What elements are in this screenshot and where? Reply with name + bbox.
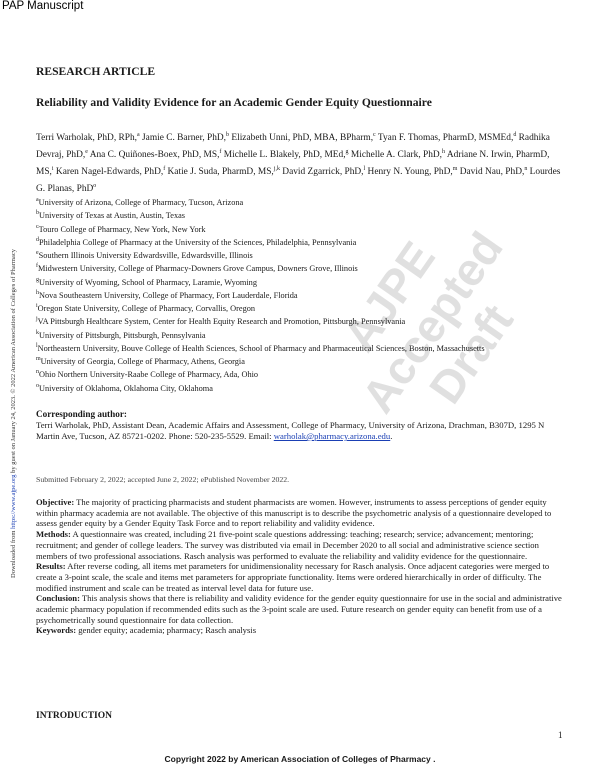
affiliation-mark: o — [36, 382, 39, 389]
author-name: Katie J. Suda, PharmD, MS, — [167, 167, 274, 178]
page-number: 1 — [558, 730, 563, 740]
corresponding-author-text: Terri Warholak, PhD, Assistant Dean, Academic Affairs and Assessment, College of Pharmacy, University of Arizona, Drachman, B307D, 1295 N Martin Ave, Tucson, AZ 85721-0202. Phone: 520-235-5529. Email: — [36, 420, 545, 441]
affiliation-text: University of Georgia, College of Pharmacy, Athens, Georgia — [40, 356, 245, 366]
affiliation-text: Southern Illinois University Edwardsville, Edwardsville, Illinois — [38, 250, 253, 260]
abstract-section-text: A questionnaire was created, including 21 five-point scale questions addressing: teaching; research; service; advancement; mentoring; recruitment; and gender of college leaders. The survey was distributed via email in December 2020 to all social and administrative science section members of two professional associations. Rasch analysis was performed to evaluate the reliability and validity evidence for the questionnaire. — [36, 529, 539, 561]
affiliation-mark: d — [36, 236, 39, 243]
accepted-draft-watermark: AJPE Accepted Draft — [333, 222, 524, 422]
submission-dates: Submitted February 2, 2022; accepted June 2, 2022; ePublished November 2022. — [36, 475, 290, 484]
abstract-section-label: Keywords: — [36, 625, 77, 636]
affiliation-item — [36, 222, 566, 235]
affiliation-mark: i — [36, 303, 38, 310]
author-name: Radhika Devraj, PhD, — [36, 133, 550, 161]
affiliation-item — [36, 275, 566, 288]
author-affiliation-mark: g — [345, 149, 349, 156]
abstract-section-label: Conclusion: — [36, 593, 80, 604]
author-name: Tyan F. Thomas, PharmD, MSMEd, — [377, 133, 514, 144]
author-list — [36, 128, 564, 197]
abstract-section — [36, 497, 566, 529]
affiliation-item — [36, 288, 566, 301]
affiliation-text: University of Oklahoma, Oklahoma City, Oklahoma — [39, 383, 213, 393]
abstract — [36, 497, 566, 636]
affiliation-item — [36, 301, 566, 314]
affiliation-item — [36, 314, 566, 327]
affiliation-mark: k — [36, 329, 39, 336]
affiliation-item — [36, 235, 566, 248]
author-affiliation-mark: a — [137, 132, 140, 138]
affiliation-item — [36, 261, 566, 274]
abstract-section-text: gender equity; academia; pharmacy; Rasch analysis — [76, 625, 257, 636]
author-name: Jamie C. Barner, PhD, — [142, 133, 227, 144]
affiliation-mark: j — [36, 316, 38, 323]
affiliation-text: University of Arizona, College of Pharmacy, Tucson, Arizona — [38, 197, 244, 207]
author-affiliation-mark: h — [442, 149, 446, 156]
manuscript-header-label: PAP Manuscript — [2, 0, 84, 12]
affiliation-text: University of Wyoming, School of Pharmacy, Laramie, Wyoming — [39, 277, 257, 287]
author-name: Karen Nagel-Edwards, PhD, — [55, 167, 164, 178]
author-name: Michelle A. Clark, PhD, — [350, 150, 443, 161]
affiliation-text: University of Pittsburgh, Pittsburgh, Pennsylvania — [39, 330, 206, 340]
affiliation-item — [36, 248, 566, 261]
side-note-suffix: by guest on January 24, 2023. © 2022 American Association of Colleges of Pharmacy — [10, 249, 17, 475]
author-affiliation-mark: l — [363, 166, 366, 173]
corresponding-author-details — [36, 420, 566, 442]
affiliation-item — [36, 341, 566, 354]
affiliation-text: VA Pittsburgh Healthcare System, Center for Health Equity Research and Promotion, Pittsburgh, Pennsylvania — [37, 317, 406, 327]
affiliation-item — [36, 195, 566, 208]
affiliation-item — [36, 328, 566, 341]
affiliation-mark: h — [36, 289, 39, 296]
author-name: David Zgarrick, PhD, — [282, 167, 364, 178]
affiliation-mark: f — [36, 263, 38, 270]
affiliation-item — [36, 367, 566, 380]
abstract-section — [36, 593, 566, 625]
author-name: Terri Warholak, PhD, RPh, — [36, 133, 138, 144]
affiliation-mark: a — [36, 197, 39, 203]
author-affiliation-mark: c — [373, 132, 376, 138]
author-name: David Nau, PhD, — [459, 167, 525, 178]
affiliation-mark: n — [36, 369, 39, 376]
author-affiliation-mark: i — [51, 166, 54, 173]
author-name: Lourdes G. Planas, PhD — [36, 167, 561, 195]
author-affiliation-mark: m — [452, 166, 458, 173]
affiliation-mark: g — [36, 276, 39, 283]
affiliation-mark: b — [36, 210, 39, 217]
author-name: Elizabeth Unni, PhD, MBA, BPharm, — [231, 133, 374, 144]
affiliation-text: Philadelphia College of Pharmacy at the University of the Sciences, Philadelphia, Pennsylvania — [39, 237, 357, 247]
affiliation-text: Northeastern University, Bouve College of Health Sciences, School of Pharmacy and Pharmaceutical Sciences, Boston, Massachusetts — [37, 343, 485, 353]
author-affiliation-mark: o — [93, 183, 97, 190]
abstract-section-label: Results: — [36, 561, 66, 572]
affiliation-text: Oregon State University, College of Pharmacy, Corvallis, Oregon — [37, 303, 256, 313]
article-type: RESEARCH ARTICLE — [36, 65, 156, 78]
article-title: Reliability and Validity Evidence for an Academic Gender Equity Questionnaire — [36, 96, 432, 109]
author-affiliation-mark: f — [163, 166, 166, 173]
affiliation-text: Nova Southeastern University, College of Pharmacy, Fort Lauderdale, Florida — [39, 290, 298, 300]
affiliation-text: Midwestern University, College of Pharmacy-Downers Grove Campus, Downers Grove, Illinois — [38, 264, 358, 274]
author-affiliation-mark: d — [513, 132, 517, 138]
author-name: Adriane N. Irwin, PharmD, MS, — [36, 150, 550, 178]
affiliation-item — [36, 354, 566, 367]
author-name: Michelle L. Blakely, PhD, MEd, — [223, 150, 346, 161]
author-affiliation-mark: n — [524, 166, 528, 173]
affiliation-item — [36, 381, 566, 394]
abstract-section — [36, 561, 566, 593]
affiliation-text: University of Texas at Austin, Austin, Texas — [39, 211, 186, 221]
copyright-footer: Copyright 2022 by American Association of Colleges of Pharmacy . — [164, 754, 436, 764]
corresponding-end: . — [390, 431, 393, 441]
abstract-section-label: Objective: — [36, 497, 75, 507]
affiliation-mark: m — [36, 356, 41, 363]
download-side-note — [10, 249, 17, 578]
author-affiliation-mark: e — [85, 149, 88, 156]
corresponding-email-link[interactable]: warholak@pharmacy.arizona.edu — [273, 431, 391, 441]
author-affiliation-mark: f — [219, 149, 222, 156]
abstract-section-text: The majority of practicing pharmacists and student pharmacists are women. However, instruments to assess perceptions of gender equity within pharmacy academia are not available. The objective of this manuscript is to describe the psychometric analysis of a questionnaire developed to assess gender equity by a Gender Equity Task Force and to report reliability and validity evidence. — [36, 497, 552, 529]
side-note-prefix: Downloaded from — [10, 528, 17, 578]
author-affiliation-mark: b — [226, 132, 230, 138]
affiliation-mark: c — [36, 223, 39, 230]
affiliation-text: Ohio Northern University-Raabe College of Pharmacy, Ada, Ohio — [39, 370, 259, 380]
author-name: Ana C. Quiñones-Boex, PhD, MS, — [89, 150, 220, 161]
affiliation-text: Touro College of Pharmacy, New York, New York — [38, 224, 206, 234]
abstract-section — [36, 625, 566, 636]
affiliation-item — [36, 208, 566, 221]
affiliation-list — [36, 195, 566, 394]
abstract-section-text: This analysis shows that there is reliability and validity evidence for the gender equity questionnaire for use in the social and administrative academic pharmacy population if recommended edits such as the 3-point scale are used. Future research on gender equity can benefit from use of a psychometrically sound questionnaire for data collection. — [36, 593, 562, 625]
abstract-section — [36, 529, 566, 561]
introduction-heading: INTRODUCTION — [36, 711, 113, 721]
affiliation-mark: l — [36, 342, 38, 349]
corresponding-author-heading: Corresponding author: — [36, 409, 127, 419]
author-name: Henry N. Young, PhD, — [367, 167, 453, 178]
abstract-section-text: After reverse coding, all items met parameters for unidimensionality necessary for Rasch analysis. Once adjacent categories were merged to create a 3-point scale, the scale and items met parameters for appropriate functionality. Items were ordered hierarchically in order of difficulty. The modified instrument and scale can be treated as interval level data for future use. — [36, 561, 550, 593]
author-affiliation-mark: j,k — [273, 166, 280, 173]
abstract-section-label: Methods: — [36, 529, 71, 540]
affiliation-mark: e — [36, 250, 39, 257]
ajpe-site-link[interactable]: https://www.ajpe.org — [10, 474, 17, 529]
